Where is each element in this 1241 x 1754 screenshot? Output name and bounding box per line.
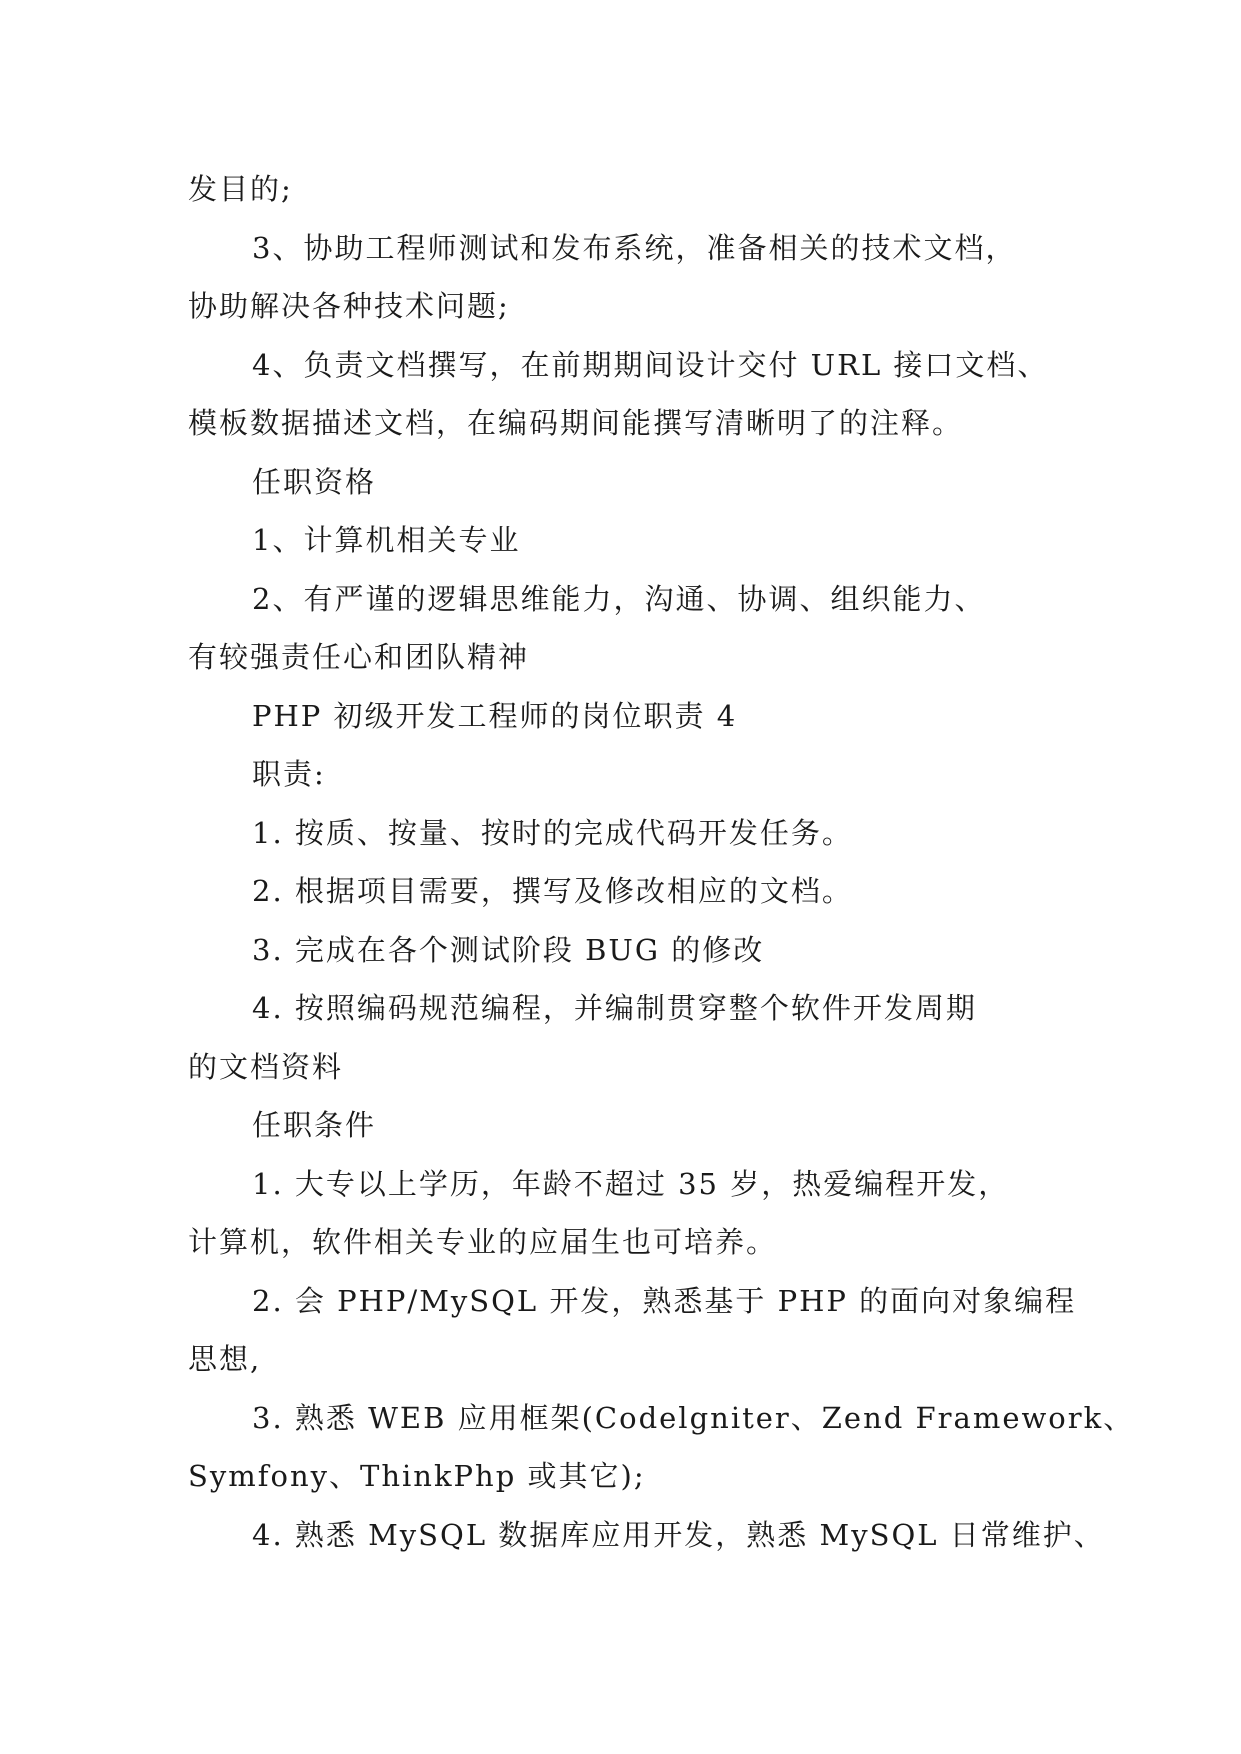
section-heading: 任职资格 — [252, 464, 377, 499]
text-line: 的文档资料 — [188, 1049, 344, 1084]
section-heading: 职责: — [252, 757, 326, 791]
text-line: 4. 按照编码规范编程，并编制贯穿整个软件开发周期 — [252, 991, 977, 1025]
text-line: 思想, — [188, 1342, 262, 1376]
text-line: 发目的; — [188, 172, 293, 206]
text-line: 2. 根据项目需要，撰写及修改相应的文档。 — [252, 874, 853, 908]
text-line: 3. 熟悉 WEB 应用框架(Codelgniter、Zend Framework、 — [252, 1400, 1135, 1435]
text-line: 4. 熟悉 MySQL 数据库应用开发，熟悉 MySQL 日常维护、 — [252, 1517, 1105, 1552]
text-line: 1、计算机相关专业 — [252, 523, 521, 557]
text-line: 2. 会 PHP/MySQL 开发，熟悉基于 PHP 的面向对象编程 — [252, 1283, 1077, 1318]
section-heading: 任职条件 — [252, 1108, 377, 1142]
text-line: 3. 完成在各个测试阶段 BUG 的修改 — [252, 932, 765, 967]
text-line: 4、负责文档撰写，在前期期间设计交付 URL 接口文档、 — [252, 347, 1049, 382]
text-line: 计算机，软件相关专业的应届生也可培养。 — [188, 1225, 778, 1259]
text-line: 1. 按质、按量、按时的完成代码开发任务。 — [252, 815, 853, 850]
section-heading: PHP 初级开发工程师的岗位职责 4 — [252, 698, 738, 733]
text-line: 1. 大专以上学历，年龄不超过 35 岁，热爱编程开发， — [252, 1166, 1010, 1201]
text-line: Symfony、ThinkPhp 或其它); — [188, 1459, 646, 1493]
text-line: 有较强责任心和团队精神 — [188, 640, 530, 674]
document-body — [188, 160, 1135, 1564]
text-line: 模板数据描述文档，在编码期间能撰写清晰明了的注释。 — [188, 406, 964, 440]
text-line: 协助解决各种技术问题; — [188, 289, 510, 323]
text-line: 3、协助工程师测试和发布系统，准备相关的技术文档， — [252, 230, 1017, 265]
text-line: 2、有严谨的逻辑思维能力，沟通、协调、组织能力、 — [252, 581, 986, 616]
